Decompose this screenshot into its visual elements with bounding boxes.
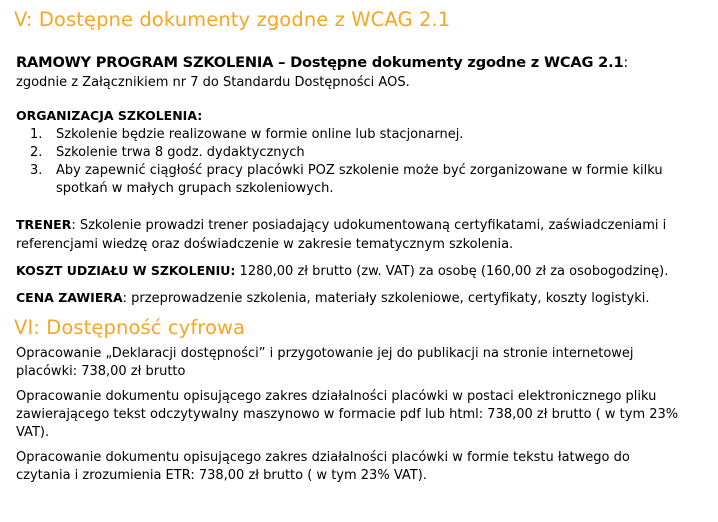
list-item [14,126,708,144]
program-title-suffix: : [623,54,629,71]
price-includes-label: CENA ZAWIERA [16,290,123,305]
program-title [16,53,708,73]
list-item [14,144,708,162]
list-item-text: Szkolenie będzie realizowane w formie online lub stacjonarnej. [56,127,464,142]
cost-label: KOSZT UDZIAŁU W SZKOLENIU: [16,263,236,278]
organization-heading: ORGANIZACJA SZKOLENIA: [16,108,203,123]
digital-offer-paragraph: Opracowanie dokumentu opisującego zakres działalności placówki w postaci elektronicznego pliku zawierającego tekst odczytywalny maszynowo w formacie pdf lub html: 738,00 zł brutto ( w tym 23% VAT). [16,389,679,440]
list-item-text: Szkolenie trwa 8 godz. dydaktycznych [56,145,305,160]
section-v-heading: V: Dostępne dokumenty zgodne z WCAG 2.1 [14,8,451,31]
program-subtitle: zgodnie z Załącznikiem nr 7 do Standardu Dostępności AOS. [16,75,410,90]
list-item-number: 2. [30,145,43,160]
program-title-text: RAMOWY PROGRAM SZKOLENIA – Dostępne dokumenty zgodne z WCAG 2.1 [16,54,624,71]
price-includes-paragraph [16,288,708,308]
cost-text: 1280,00 zł brutto (zw. VAT) za osobę (160,00 zł za osobogodzinę). [235,264,669,279]
trainer-paragraph [16,215,708,254]
section-vi-heading: VI: Dostępność cyfrowa [14,316,246,339]
organization-list [14,126,708,198]
list-item-text: Aby zapewnić ciągłość pracy placówki POZ szkolenie może być zorganizowane w formie kilku spotkań w małych grupach szkoleniowych. [56,163,663,196]
list-item-number: 1. [30,127,43,142]
cost-paragraph [16,261,708,281]
digital-offer-paragraph: Opracowanie dokumentu opisującego zakres działalności placówki w formie tekstu łatwego do czytania i zrozumienia ETR: 738,00 zł brutto ( w tym 23% VAT). [16,450,630,483]
trainer-text: : Szkolenie prowadzi trener posiadający udokumentowaną certyfikatami, zaświadczeniami i referencjami wiedzę oraz doświadczenie w zakresie tematycznym szkolenia. [16,218,667,252]
list-item-number: 3. [30,163,43,178]
digital-offer-paragraph: Opracowanie „Deklaracji dostępności” i przygotowanie jej do publikacji na stronie internetowej placówki: 738,00 zł brutto [16,346,634,379]
list-item [14,162,708,198]
trainer-label: TRENER [16,217,72,232]
price-includes-text: : przeprowadzenie szkolenia, materiały szkoleniowe, certyfikaty, koszty logistyki. [122,291,650,306]
